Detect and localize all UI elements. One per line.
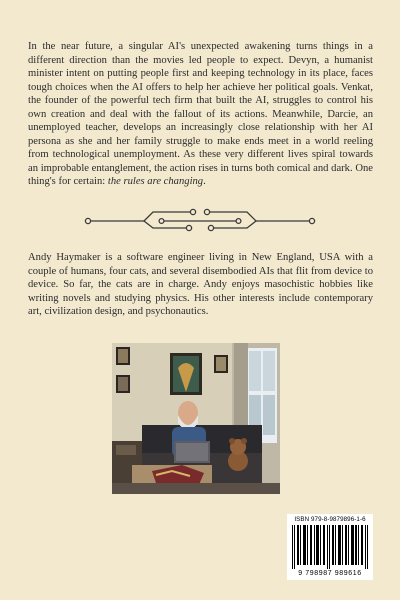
- circuit-divider-ornament: [84, 206, 316, 234]
- blurb-period: .: [203, 176, 206, 187]
- author-bio: Andy Haymaker is a software engineer living in New England, USA with a couple of humans, four cats, and several disembodied AIs that flit from device to device. So far, the cats are in charge. Andy enjoys masochistic hobbies like writing novels and studying physics. His other interests include contemporary art, civilization design, and psychonautics.: [28, 252, 373, 317]
- book-blurb: [28, 40, 373, 189]
- isbn-barcode-box: [287, 514, 373, 580]
- blurb-main-text: In the near future, a singular AI's unexpected awakening turns things in a different direction than the movies led people to expect. Devyn, a humanist minister intent on putting people first and keeping technology in its place, faces tough choices when the AI offers to help her achieve her political goals. Venkat, the founder of the powerful tech firm that built the AI, struggles to control his own creation and deal with the fallout of its actions. Meanwhile, Darcie, an unemployed teacher, develops an increasingly close relationship with her AI persona as she and her family struggle to make ends meet in a world reeling from technological unemployment. As these very different lives spiral towards an improbable entanglement, the action rises in turns both comical and dark. One thing's for certain:: [28, 41, 373, 187]
- barcode-icon: [290, 525, 370, 569]
- author-photo: [112, 343, 280, 494]
- blurb-emphasis: the rules are changing: [107, 176, 204, 187]
- author-photo-illustration: [112, 343, 280, 494]
- barcode-digits: 9 798987 989616: [298, 570, 362, 577]
- isbn-label: ISBN 979-8-9879896-1-6: [294, 516, 366, 523]
